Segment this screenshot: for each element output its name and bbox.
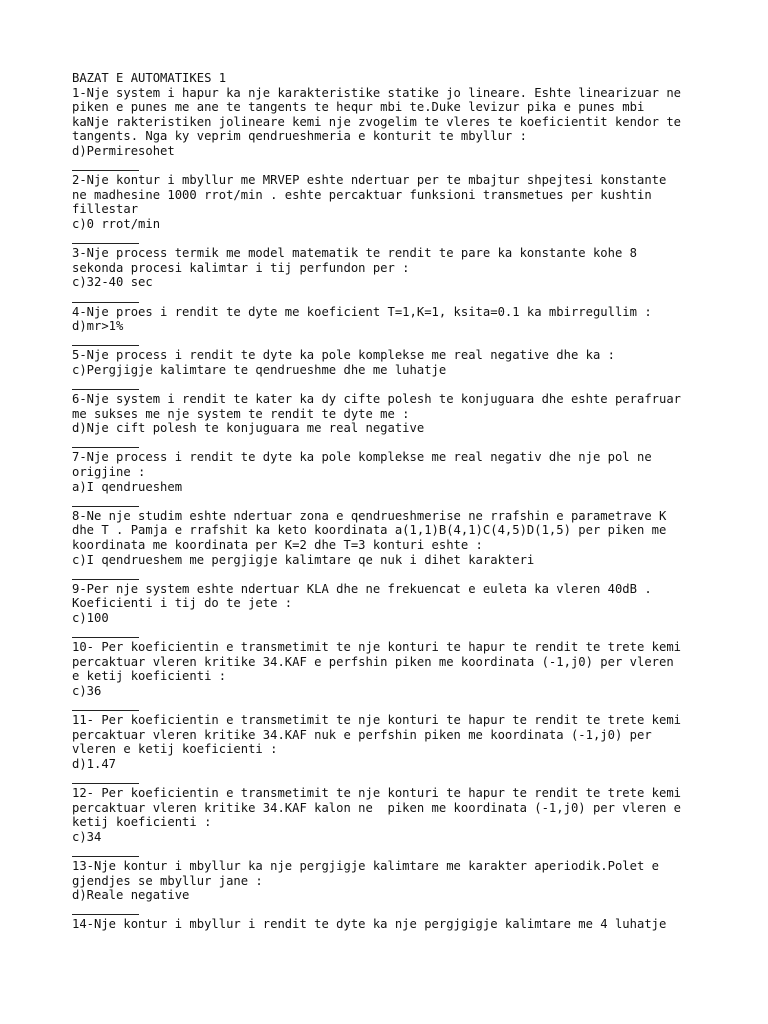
question-block [72,86,712,159]
question-text-line: kaNje rakteristiken jolineare kemi nje zvogelim te vleres te koeficientit kendor te [72,114,682,129]
question-block [72,917,712,932]
question-text-line: 7-Nje process i rendit te dyte ka pole komplekse me real negativ dhe nje pol ne [72,450,652,465]
question-separator [72,290,712,305]
question-text-line: ketij koeficienti : [72,815,212,830]
question-text-line: ne madhesine 1000 rrot/min . eshte percaktuar funksioni transmetues per kushtin [72,187,652,202]
answer-text: d)Permiresohet [72,143,175,158]
question-separator [72,844,712,859]
question-separator [72,626,712,641]
answer-text: c)34 [72,829,102,844]
answer-text: d)Nje cift polesh te konjuguara me real negative [72,421,425,436]
question-text-line: 1-Nje system i hapur ka nje karakteristike statike jo lineare. Eshte linearizuar ne [72,85,682,100]
question-text-line: 10- Per koeficientin e transmetimit te nje konturi te hapur te rendit te trete kemi [72,640,682,655]
question-block [72,713,712,771]
answer-text: d)Reale negative [72,888,190,903]
question-block [72,859,712,903]
question-text-line: 4-Nje proes i rendit te dyte me koeficient T=1,K=1, ksita=0.1 ka mbirregullim : [72,304,652,319]
answer-text: c)I qendrueshem me pergjigje kalimtare qe nuk i dihet karakteri [72,552,535,567]
answer-text: a)I qendrueshem [72,479,183,494]
question-text-line: percaktuar vleren kritike 34.KAF nuk e perfshin piken me koordinata (-1,j0) per [72,727,652,742]
answer-text: d)mr>1% [72,319,124,334]
question-text-line: 6-Nje system i rendit te kater ka dy cifte polesh te konjuguara dhe eshte perafruar [72,392,682,407]
question-text-line: 9-Per nje system eshte ndertuar KLA dhe ne frekuencat e euleta ka vleren 40dB . [72,581,652,596]
question-separator [72,334,712,349]
question-text-line: tangents. Nga ky veprim qendrueshmeria e konturit te mbyllur : [72,129,527,144]
question-text-line: 11- Per koeficientin e transmetimit te nje konturi te hapur te rendit te trete kemi [72,713,682,728]
question-separator [72,772,712,787]
document-title: BAZAT E AUTOMATIKES 1 [72,71,227,85]
question-block [72,173,712,231]
question-separator [72,903,712,918]
question-text-line: 2-Nje kontur i mbyllur me MRVEP eshte ndertuar per te mbajtur shpejtesi konstante [72,173,667,188]
question-text-line: Koeficienti i tij do te jete : [72,596,293,611]
question-block [72,305,712,334]
question-text-line: 13-Nje kontur i mbyllur ka nje pergjigje kalimtare me karakter aperiodik.Polet e [72,859,659,874]
answer-text: c)Pergjigje kalimtare te qendrueshme dhe me luhatje [72,362,447,377]
answer-text: c)32-40 sec [72,275,153,290]
answer-text: d)1.47 [72,756,117,771]
question-separator [72,494,712,509]
question-block [72,582,712,626]
question-text-line: me sukses me nje system te rendit te dyte me : [72,406,410,421]
question-text-line: 12- Per koeficientin e transmetimit te nje konturi te hapur te rendit te trete kemi [72,786,682,801]
question-text-line: 3-Nje process termik me model matematik te rendit te pare ka konstante kohe 8 [72,246,637,261]
question-text-line: 8-Ne nje studim eshte ndertuar zona e qendrueshmerise ne rrafshin e parametrave K [72,508,667,523]
question-block [72,450,712,494]
question-block [72,246,712,290]
document-page [72,71,712,932]
question-text-line: dhe T . Pamja e rrafshit ka keto koordinata a(1,1)B(4,1)C(4,5)D(1,5) per piken me [72,523,667,538]
question-list [72,86,712,932]
question-separator [72,377,712,392]
question-block [72,392,712,436]
question-block [72,509,712,567]
question-text-line: koordinata me koordinata per K=2 dhe T=3 konturi eshte : [72,538,483,552]
question-text-line: gjendjes se mbyllur jane : [72,873,263,888]
question-separator [72,699,712,714]
question-separator [72,436,712,451]
question-text-line: e ketij koeficienti : [72,669,227,684]
question-separator [72,232,712,247]
question-text-line: fillestar [72,202,139,217]
question-separator [72,159,712,174]
question-text-line: percaktuar vleren kritike 34.KAF kalon ne piken me koordinata (-1,j0) per vleren e [72,800,682,815]
question-text-line: piken e punes me ane te tangents te hequr mbi te.Duke levizur pika e punes mbi [72,100,645,115]
question-block [72,348,712,377]
question-text-line: origjine : [72,465,146,480]
question-text-line: sekonda procesi kalimtar i tij perfundon per : [72,260,410,275]
question-text-line: percaktuar vleren kritike 34.KAF e perfshin piken me koordinata (-1,j0) per vleren [72,654,674,669]
answer-text: c)100 [72,610,109,625]
question-text-line: vleren e ketij koeficienti : [72,742,278,757]
question-block [72,786,712,844]
question-text-line: 5-Nje process i rendit te dyte ka pole komplekse me real negative dhe ka : [72,348,615,363]
question-separator [72,567,712,582]
question-block [72,640,712,698]
answer-text: c)0 rrot/min [72,216,161,231]
answer-text: c)36 [72,683,102,698]
question-text-line: 14-Nje kontur i mbyllur i rendit te dyte ka nje pergjgigje kalimtare me 4 luhatje [72,917,667,932]
